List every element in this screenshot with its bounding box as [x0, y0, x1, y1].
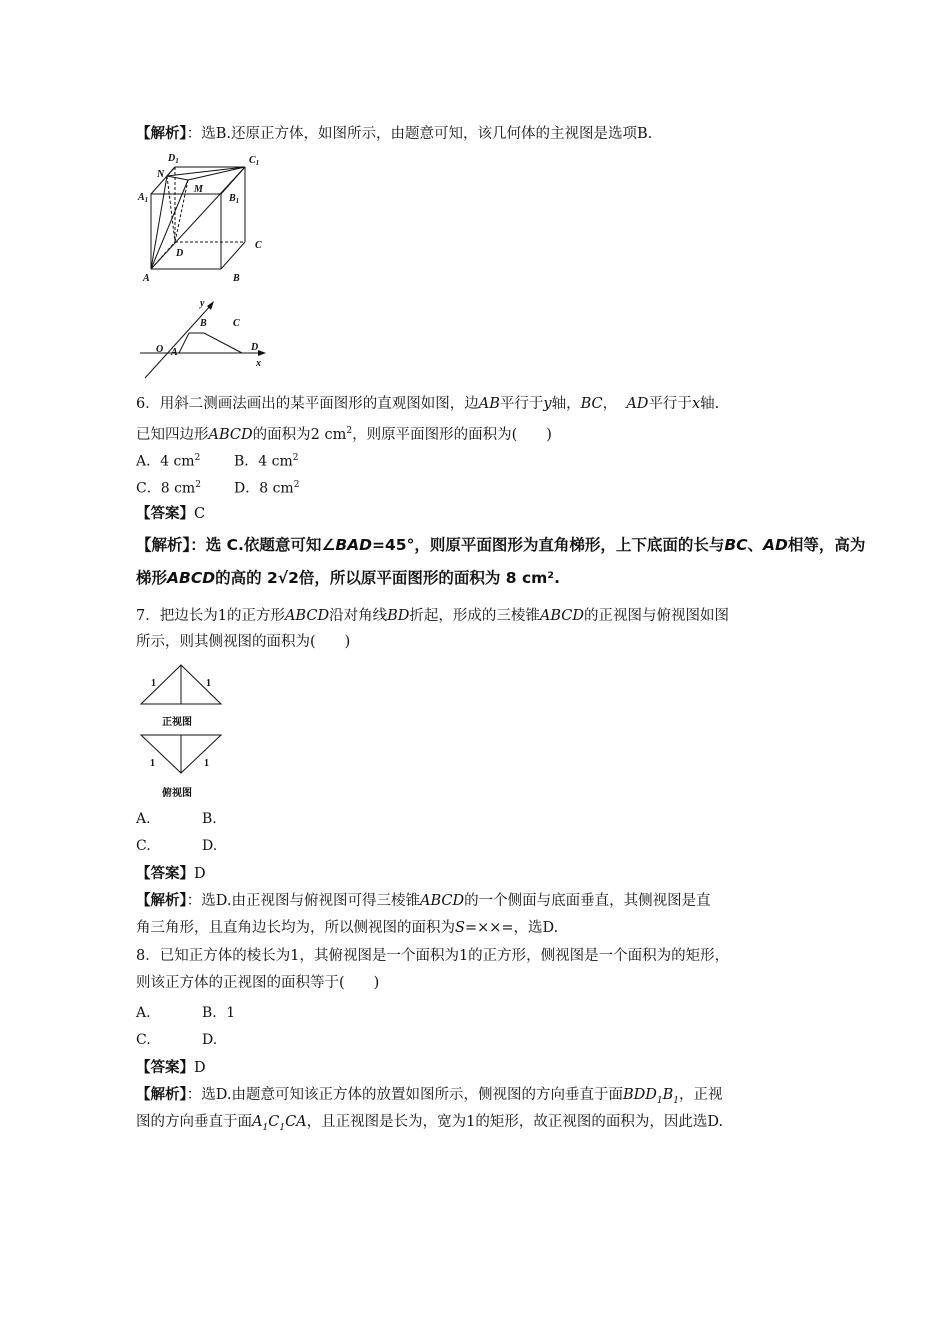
q8-option-b: B．1 [202, 1005, 236, 1021]
question-7-line-1: 7．把边长为1的正方形ABCD沿对角线BD折起，形成的三棱锥ABCD的正视图与俯视图如图 [136, 608, 729, 624]
question-7-line-2: 所示，则其侧视图的面积为( ) [136, 634, 351, 650]
label-D: D [176, 248, 184, 259]
top-view-edge-left: 1 [150, 758, 155, 769]
top-view-caption: 俯视图 [162, 788, 192, 799]
q6-option-b: B．4 $cm^2$ [234, 453, 299, 470]
q8-option-a: A. [136, 1005, 151, 1021]
q8-option-c: C. [136, 1032, 151, 1048]
q7-option-c: C. [136, 838, 151, 854]
question-6-line-2: 已知四边形ABCD的面积为2 $cm^2$，则原平面图形的面积为( ) [136, 426, 552, 443]
front-view-edge-right: 1 [206, 678, 211, 689]
axis-y-label: y [200, 298, 205, 309]
explanation-5 [136, 124, 652, 144]
explanation-8-line-1: 【解析】：选D.由题意可知该正方体的放置如图所示，侧视图的方向垂直于面$BDD_1B_1$，正视 [136, 1086, 723, 1106]
question-8-line-1: 8．已知正方体的棱长为1，其俯视图是一个面积为1的正方形，侧视图是一个面积为的矩形， [136, 948, 730, 964]
axis-x-label: x [256, 358, 261, 369]
origin-label: O [156, 344, 164, 355]
explanation-7-line-2: 角三角形，且直角边长均为，所以侧视图的面积为S=××=，选D. [136, 920, 559, 936]
explanation-text: ：选B.还原正方体，如图所示，由题意可知，该几何体的主视图是选项B. [186, 126, 653, 142]
point-D-label: D [251, 342, 259, 353]
q8-option-d: D. [202, 1032, 218, 1048]
label-B: B [233, 273, 240, 284]
label-N: N [157, 169, 165, 180]
q7-option-b: B. [202, 811, 217, 827]
point-B-label: B [200, 318, 207, 329]
top-view-edge-right: 1 [204, 758, 209, 769]
explanation-6-line-1: 【解析】：选 C.依题意可知∠BAD=45°，则原平面图形为直角梯形，上下底面的长与BC、AD相等，高为 [136, 536, 866, 554]
q6-option-a: A．4 $cm^2$ [136, 453, 201, 470]
question-6-line-1: 6．用斜二测画法画出的某平面图形的直观图如图，边AB平行于y轴，BC， AD平行于x轴. [136, 396, 720, 412]
explanation-tag: 【解析】 [136, 125, 187, 142]
front-view-edge-left: 1 [151, 678, 156, 689]
point-C-label: C [233, 318, 240, 329]
q6-option-d: D．8 $cm^2$ [234, 480, 300, 497]
oblique-figure [140, 296, 270, 382]
label-M: M [194, 184, 203, 195]
label-A1: $A_1$ [138, 192, 149, 204]
label-A: A [143, 273, 150, 284]
cube-figure [138, 150, 278, 285]
explanation-8-line-2: 图的方向垂直于面$A_1C_1CA$，且正视图是长为，宽为1的矩形，故正视图的面积为，因此选D. [136, 1114, 724, 1133]
label-D1: $D_1$ [168, 153, 179, 165]
explanation-7-line-1: 【解析】：选D.由正视图与俯视图可得三棱锥ABCD的一个侧面与底面垂直，其侧视图是直 [136, 892, 711, 909]
point-A-label: A [171, 347, 178, 358]
label-C: C [255, 240, 262, 251]
question-8-line-2: 则该正方体的正视图的面积等于( ) [136, 975, 380, 991]
q7-option-d: D. [202, 838, 218, 854]
q6-option-c: C．8 $cm^2$ [136, 480, 201, 497]
explanation-6-line-2: 梯形ABCD的高的 2√2倍，所以原平面图形的面积为 8 cm². [136, 569, 560, 587]
label-C1: $C_1$ [249, 155, 260, 167]
front-view-caption: 正视图 [162, 717, 192, 728]
answer-6: 【答案】C [136, 505, 206, 522]
label-B1: $B_1$ [229, 193, 240, 205]
answer-8: 【答案】D [136, 1059, 206, 1076]
q7-option-a: A. [136, 811, 151, 827]
answer-7: 【答案】D [136, 865, 206, 882]
